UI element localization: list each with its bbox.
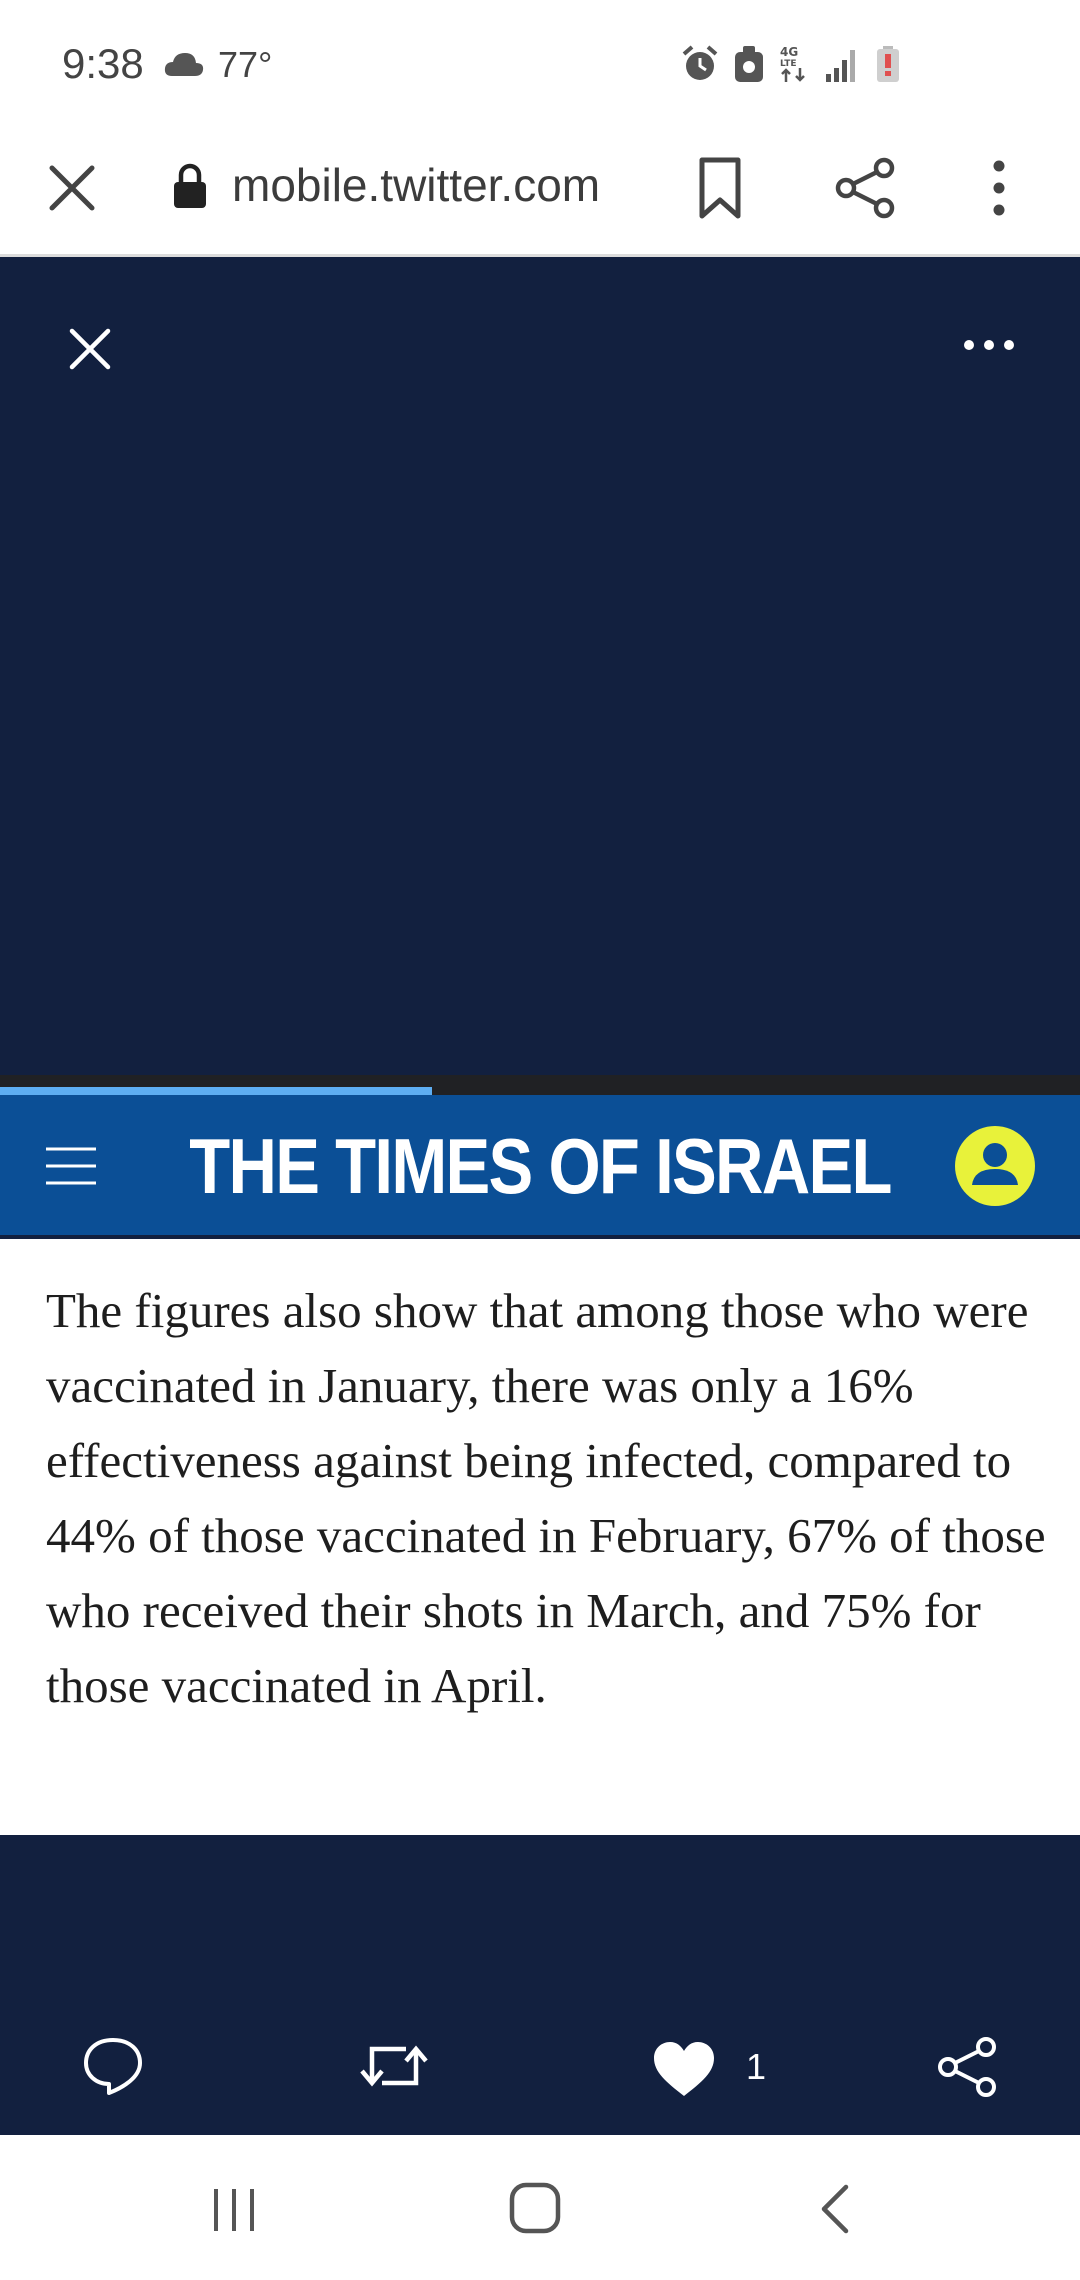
signal-icon (824, 44, 862, 84)
close-icon[interactable] (66, 325, 114, 373)
close-icon[interactable] (44, 160, 100, 216)
status-icons (680, 44, 902, 84)
page-load-progress (0, 1087, 432, 1095)
vpn-icon (732, 44, 766, 84)
cloud-icon (164, 50, 204, 78)
share-icon[interactable] (834, 156, 898, 220)
recents-icon[interactable] (210, 2187, 258, 2233)
site-logo: THE TIMES OF ISRAEL (189, 1122, 891, 1210)
heart-icon[interactable] (652, 2040, 716, 2100)
system-nav-bar (0, 2135, 1080, 2280)
svg-text:LTE: LTE (780, 59, 797, 69)
url-bar[interactable]: mobile.twitter.com (232, 159, 601, 211)
share-icon[interactable] (936, 2035, 1000, 2099)
status-time: 9:38 (62, 40, 144, 87)
status-bar (0, 0, 1080, 130)
bookmark-icon[interactable] (694, 156, 746, 220)
retweet-icon[interactable] (358, 2035, 430, 2097)
lock-icon (172, 162, 208, 210)
more-vert-icon[interactable] (984, 156, 1014, 220)
article-body-text: The figures also show that among those who were vaccinated in January, there was only a 16% effectiveness against being infected, compared to 44% of those vaccinated in February, 67% of those who received their shots in March, and 75% for those vaccinated in April. (46, 1283, 1046, 1713)
account-icon (954, 1125, 1036, 1207)
site-header (0, 1095, 1080, 1235)
article-image[interactable] (0, 1075, 1080, 1835)
home-icon[interactable] (508, 2181, 562, 2235)
status-temperature: 77° (218, 44, 273, 85)
browser-toolbar (0, 130, 1080, 257)
battery-low-icon (874, 44, 902, 84)
like-count: 1 (746, 2046, 767, 2087)
reply-icon[interactable] (82, 2035, 144, 2097)
media-viewer (0, 257, 1080, 2135)
lte-data-icon (778, 44, 812, 84)
alarm-icon (680, 44, 720, 84)
back-icon[interactable] (816, 2183, 852, 2235)
more-horizontal-icon[interactable] (960, 333, 1018, 357)
article-excerpt (0, 1239, 1080, 1835)
svg-text:4G: 4G (780, 45, 799, 59)
